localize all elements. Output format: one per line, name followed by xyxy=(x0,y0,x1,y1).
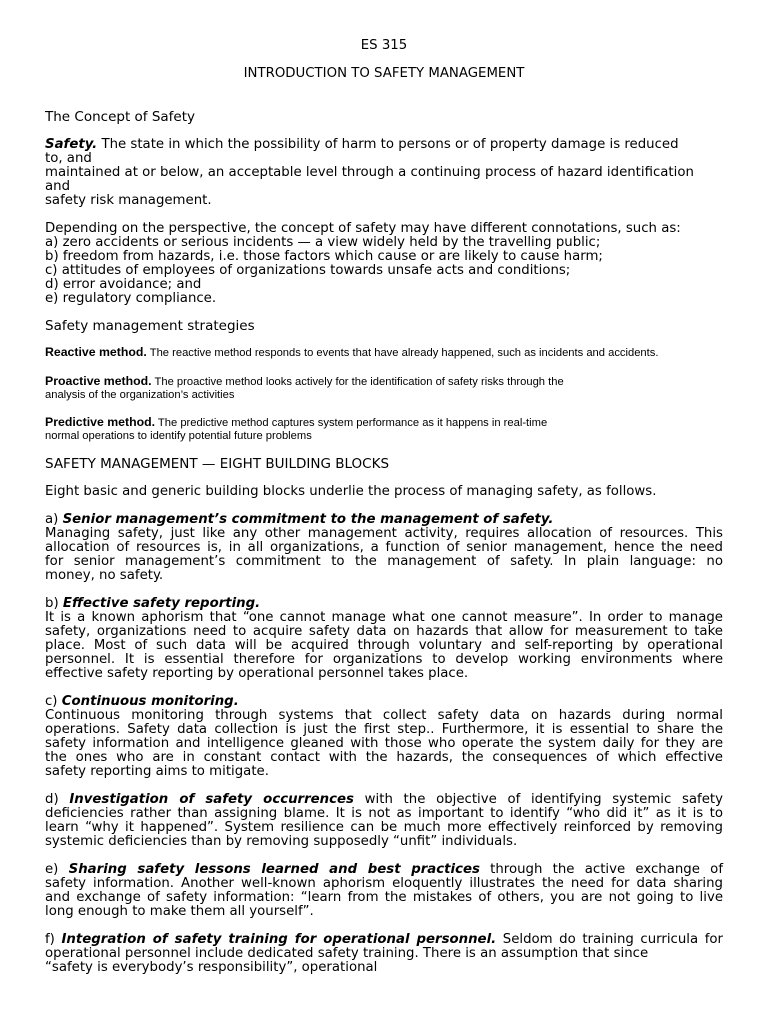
block-f-text: “safety is everybody’s responsibility”, operational xyxy=(45,960,378,975)
block-c-title-line xyxy=(45,695,239,709)
block-c-text: Continuous monitoring through systems that collect safety data on hazards during normal xyxy=(45,708,723,723)
block-d-first-line xyxy=(45,793,723,807)
block-c-text: operations. Safety data collection is just the first step.. Furthermore, it is essential to share the xyxy=(45,722,723,737)
predictive-text-line: normal operations to identify potential future problems xyxy=(45,430,312,442)
block-c-text: safety information and intelligence gleaned with those who operate the system daily for they are xyxy=(45,736,723,751)
block-c-text: the ones who are in constant contact with the hazards, the consequences of which effective xyxy=(45,750,723,765)
block-a-title-line xyxy=(45,513,553,527)
proactive-term: Proactive method. xyxy=(45,374,152,388)
connotation-item: e) regulatory compliance. xyxy=(45,291,217,306)
block-d-first-rest: with the objective of identifying systemic safety xyxy=(353,792,724,807)
block-d-text: learn “why it happened”. System resilience can be much more effectively reinforced by removing xyxy=(45,820,723,835)
proactive-text: The proactive method looks actively for the identification of safety risks through the xyxy=(151,376,564,388)
block-d-text: deficiencies rather than assigning blame. It is not as important to identify “who did it” as it is to xyxy=(45,806,723,821)
block-a-text: Managing safety, just like any other management activity, requires allocation of resources. This xyxy=(45,526,723,541)
block-c-prefix: c) xyxy=(45,694,62,709)
block-b-prefix: b) xyxy=(45,596,63,611)
safety-term: Safety. xyxy=(45,137,98,152)
predictive-text: The predictive method captures system performance as it happens in real-time xyxy=(155,417,548,429)
safety-definition-line: safety risk management. xyxy=(45,193,212,208)
reactive-term: Reactive method. xyxy=(45,345,147,359)
block-f-first-rest: Seldom do training curricula for xyxy=(496,932,723,947)
block-f-title: Integration of safety training for operational personnel. xyxy=(61,932,497,947)
reactive-text: The reactive method responds to events that have already happened, such as incidents and accidents. xyxy=(146,347,659,359)
connotations-intro: Depending on the perspective, the concept of safety may have different connotations, such as: xyxy=(45,221,681,236)
block-d-title-line xyxy=(45,793,723,807)
block-a-text: for senior management’s commitment to the management of safety. In plain language: no xyxy=(45,554,723,569)
block-e-text: and exchange of safety information: “learn from the mistakes of others, you are not going to live xyxy=(45,890,723,905)
block-e-title-line xyxy=(45,863,723,877)
block-f-prefix: f) xyxy=(45,932,62,947)
block-d-prefix: d) xyxy=(45,792,70,807)
block-b-title: Effective safety reporting. xyxy=(62,596,261,611)
safety-definition-line: to, and xyxy=(45,151,92,166)
connotation-item: d) error avoidance; and xyxy=(45,277,202,292)
concept-heading: The Concept of Safety xyxy=(45,109,196,125)
block-b-text: safety, organizations need to acquire safety data on hazards that allow for measurement to take xyxy=(45,624,723,639)
safety-definition-line xyxy=(45,138,679,152)
block-f-title-line xyxy=(45,933,723,947)
proactive-text-line: analysis of the organization’s activities xyxy=(45,389,235,401)
safety-definition-line: maintained at or below, an acceptable level through a continuing process of hazard identification xyxy=(45,165,694,180)
document-title: INTRODUCTION TO SAFETY MANAGEMENT xyxy=(243,66,525,81)
block-a-text: money, no safety. xyxy=(45,568,164,583)
block-a-title: Senior management’s commitment to the management of safety. xyxy=(62,512,554,527)
predictive-method xyxy=(45,416,547,430)
course-code: ES 315 xyxy=(360,38,408,53)
block-b-title-line xyxy=(45,597,260,611)
proactive-method xyxy=(45,375,564,389)
connotation-item: b) freedom from hazards, i.e. those factors which cause or are likely to cause harm; xyxy=(45,249,603,264)
block-e-title: Sharing safety lessons learned and best practices xyxy=(68,862,480,877)
block-b-text: It is a known aphorism that “one cannot manage what one cannot measure”. In order to manage xyxy=(45,610,723,625)
block-e-first-rest: through the active exchange of xyxy=(479,862,723,877)
block-a-text: allocation of resources is, in all organizations, a function of senior management, hence the need xyxy=(45,540,723,555)
block-d-title: Investigation of safety occurrences xyxy=(69,792,354,807)
block-f-text: operational personnel include dedicated safety training. There is an assumption that since xyxy=(45,946,649,961)
block-f-first-line xyxy=(45,933,723,947)
blocks-intro: Eight basic and generic building blocks underlie the process of managing safety, as follows. xyxy=(45,484,657,499)
block-e-text: long enough to make them all yourself”. xyxy=(45,904,314,919)
block-e-first-line xyxy=(45,863,723,877)
connotation-item: c) attitudes of employees of organizations towards unsafe acts and conditions; xyxy=(45,263,571,278)
strategies-heading: Safety management strategies xyxy=(45,318,255,334)
block-b-text: effective safety reporting by operational personnel takes place. xyxy=(45,666,469,681)
block-d-text: systemic deficiencies than by removing supposedly “unfit” individuals. xyxy=(45,834,518,849)
connotation-item: a) zero accidents or serious incidents — a view widely held by the travelling public; xyxy=(45,235,601,250)
blocks-heading: SAFETY MANAGEMENT — EIGHT BUILDING BLOCKS xyxy=(45,456,390,472)
block-c-text: safety reporting aims to mitigate. xyxy=(45,764,269,779)
safety-definition-text: The state in which the possibility of harm to persons or of property damage is reduced xyxy=(97,137,679,152)
block-a-prefix: a) xyxy=(45,512,63,527)
reactive-method xyxy=(45,346,658,360)
block-b-text: personnel. It is essential therefore for organizations to develop working environments where xyxy=(45,652,723,667)
block-c-title: Continuous monitoring. xyxy=(61,694,239,709)
safety-definition-line: and xyxy=(45,179,71,194)
predictive-term: Predictive method. xyxy=(45,415,156,429)
block-e-text: safety information. Another well-known aphorism eloquently illustrates the need for data sharing xyxy=(45,876,723,891)
block-b-text: place. Most of such data will be acquired through voluntary and self-reporting by operational xyxy=(45,638,723,653)
block-e-prefix: e) xyxy=(45,862,69,877)
